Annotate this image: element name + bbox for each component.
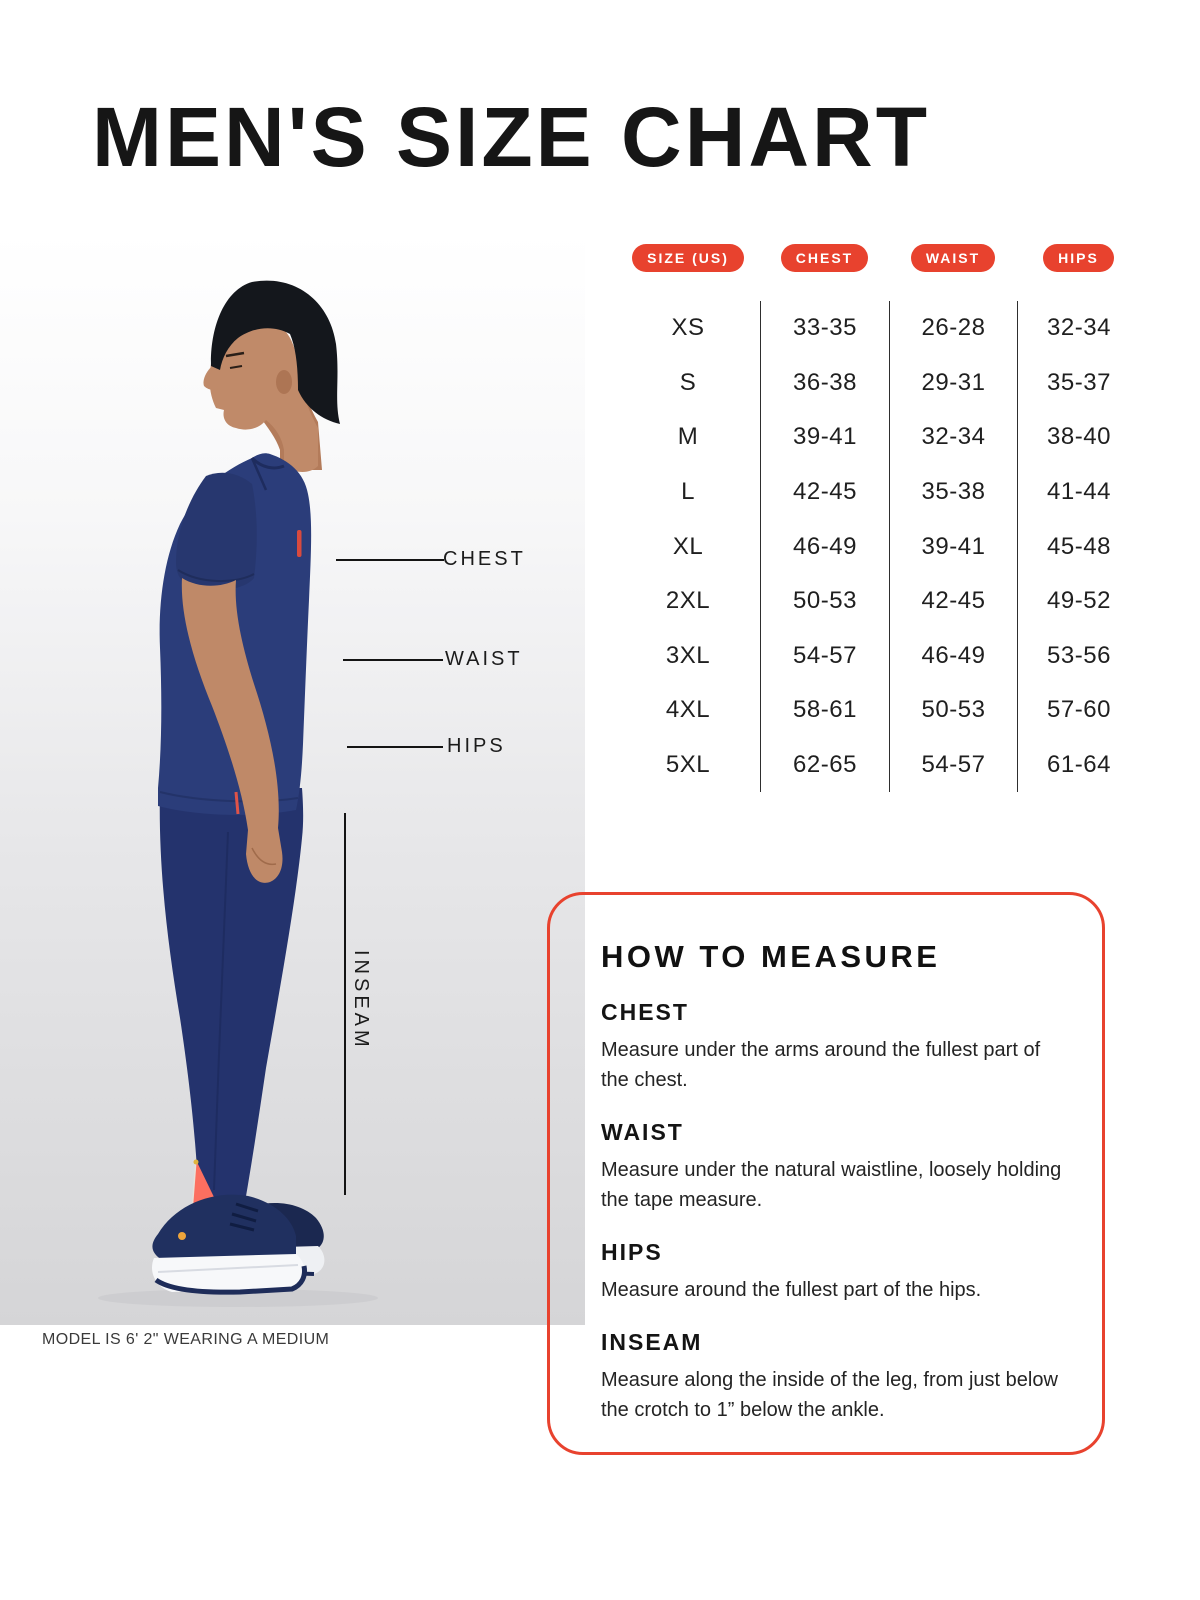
measure-section-text: Measure along the inside of the leg, from just below the crotch to 1” below the ankle. bbox=[601, 1369, 1058, 1421]
header-pill-hips: HIPS bbox=[1043, 244, 1114, 272]
measure-section-label: WAIST bbox=[601, 1119, 684, 1145]
size-cell: XL bbox=[672, 532, 704, 560]
hips-cell: 41-44 bbox=[1017, 465, 1140, 520]
waist-cell: 50-53 bbox=[889, 683, 1017, 738]
measure-section-text: Measure under the arms around the fullest part of the chest. bbox=[601, 1039, 1041, 1091]
header-pill-size: SIZE (US) bbox=[632, 244, 744, 272]
how-to-measure-box bbox=[547, 892, 1105, 1455]
hips-cell: 38-40 bbox=[1017, 410, 1140, 465]
measure-section-text: Measure under the natural waistline, loosely holding the tape measure. bbox=[601, 1159, 1062, 1211]
chest-cell: 42-45 bbox=[760, 465, 889, 520]
header-pill-waist: WAIST bbox=[911, 244, 995, 272]
page-title: MEN'S SIZE CHART bbox=[92, 90, 931, 184]
chest-cell: 54-57 bbox=[760, 629, 889, 684]
measure-section-label: INSEAM bbox=[601, 1329, 703, 1355]
chest-pointer-line bbox=[336, 559, 444, 561]
hips-cell: 53-56 bbox=[1017, 629, 1140, 684]
size-table-header-row bbox=[616, 244, 1140, 272]
size-cell: 3XL bbox=[665, 641, 711, 669]
size-cell: 2XL bbox=[665, 587, 711, 615]
measure-section-waist bbox=[601, 1119, 1063, 1215]
hips-cell: 49-52 bbox=[1017, 574, 1140, 629]
hips-cell: 45-48 bbox=[1017, 519, 1140, 574]
size-table-body bbox=[616, 301, 1140, 792]
header-pill-chest: CHEST bbox=[781, 244, 868, 272]
chest-figure-label: CHEST bbox=[443, 548, 526, 570]
size-cell: M bbox=[677, 423, 699, 451]
inseam-figure-label: INSEAM bbox=[350, 950, 372, 1051]
model-caption: MODEL IS 6' 2" WEARING A MEDIUM bbox=[42, 1331, 330, 1348]
hips-cell: 32-34 bbox=[1017, 301, 1140, 356]
waist-cell: 46-49 bbox=[889, 629, 1017, 684]
size-cell: XS bbox=[671, 314, 705, 342]
waist-cell: 35-38 bbox=[889, 465, 1017, 520]
chest-cell: 62-65 bbox=[760, 738, 889, 793]
inseam-pointer-line bbox=[344, 813, 346, 1195]
waist-figure-label: WAIST bbox=[445, 648, 523, 670]
waist-cell: 32-34 bbox=[889, 410, 1017, 465]
chest-cell: 58-61 bbox=[760, 683, 889, 738]
size-table bbox=[616, 244, 1140, 792]
measure-section-text: Measure around the fullest part of the hips. bbox=[601, 1279, 982, 1301]
model-photo bbox=[0, 232, 585, 1325]
waist-cell: 39-41 bbox=[889, 519, 1017, 574]
chest-cell: 33-35 bbox=[760, 301, 889, 356]
measure-section-hips bbox=[601, 1239, 1063, 1305]
how-to-measure-title: HOW TO MEASURE bbox=[601, 939, 941, 974]
hips-cell: 61-64 bbox=[1017, 738, 1140, 793]
chest-cell: 50-53 bbox=[760, 574, 889, 629]
chest-cell: 39-41 bbox=[760, 410, 889, 465]
measure-section-inseam bbox=[601, 1329, 1063, 1425]
waist-pointer-line bbox=[343, 659, 443, 661]
size-cell: S bbox=[679, 368, 697, 396]
size-cell: 4XL bbox=[665, 696, 711, 724]
waist-cell: 29-31 bbox=[889, 356, 1017, 411]
waist-cell: 54-57 bbox=[889, 738, 1017, 793]
measure-section-chest bbox=[601, 999, 1063, 1095]
size-cell: 5XL bbox=[665, 751, 711, 779]
waist-cell: 42-45 bbox=[889, 574, 1017, 629]
measure-section-label: HIPS bbox=[601, 1239, 663, 1265]
model-illustration bbox=[0, 232, 585, 1325]
hips-cell: 35-37 bbox=[1017, 356, 1140, 411]
hips-figure-label: HIPS bbox=[447, 735, 506, 757]
chest-cell: 46-49 bbox=[760, 519, 889, 574]
hips-cell: 57-60 bbox=[1017, 683, 1140, 738]
hips-pointer-line bbox=[347, 746, 443, 748]
measure-section-label: CHEST bbox=[601, 999, 689, 1025]
waist-cell: 26-28 bbox=[889, 301, 1017, 356]
chest-cell: 36-38 bbox=[760, 356, 889, 411]
size-cell: L bbox=[681, 478, 695, 506]
